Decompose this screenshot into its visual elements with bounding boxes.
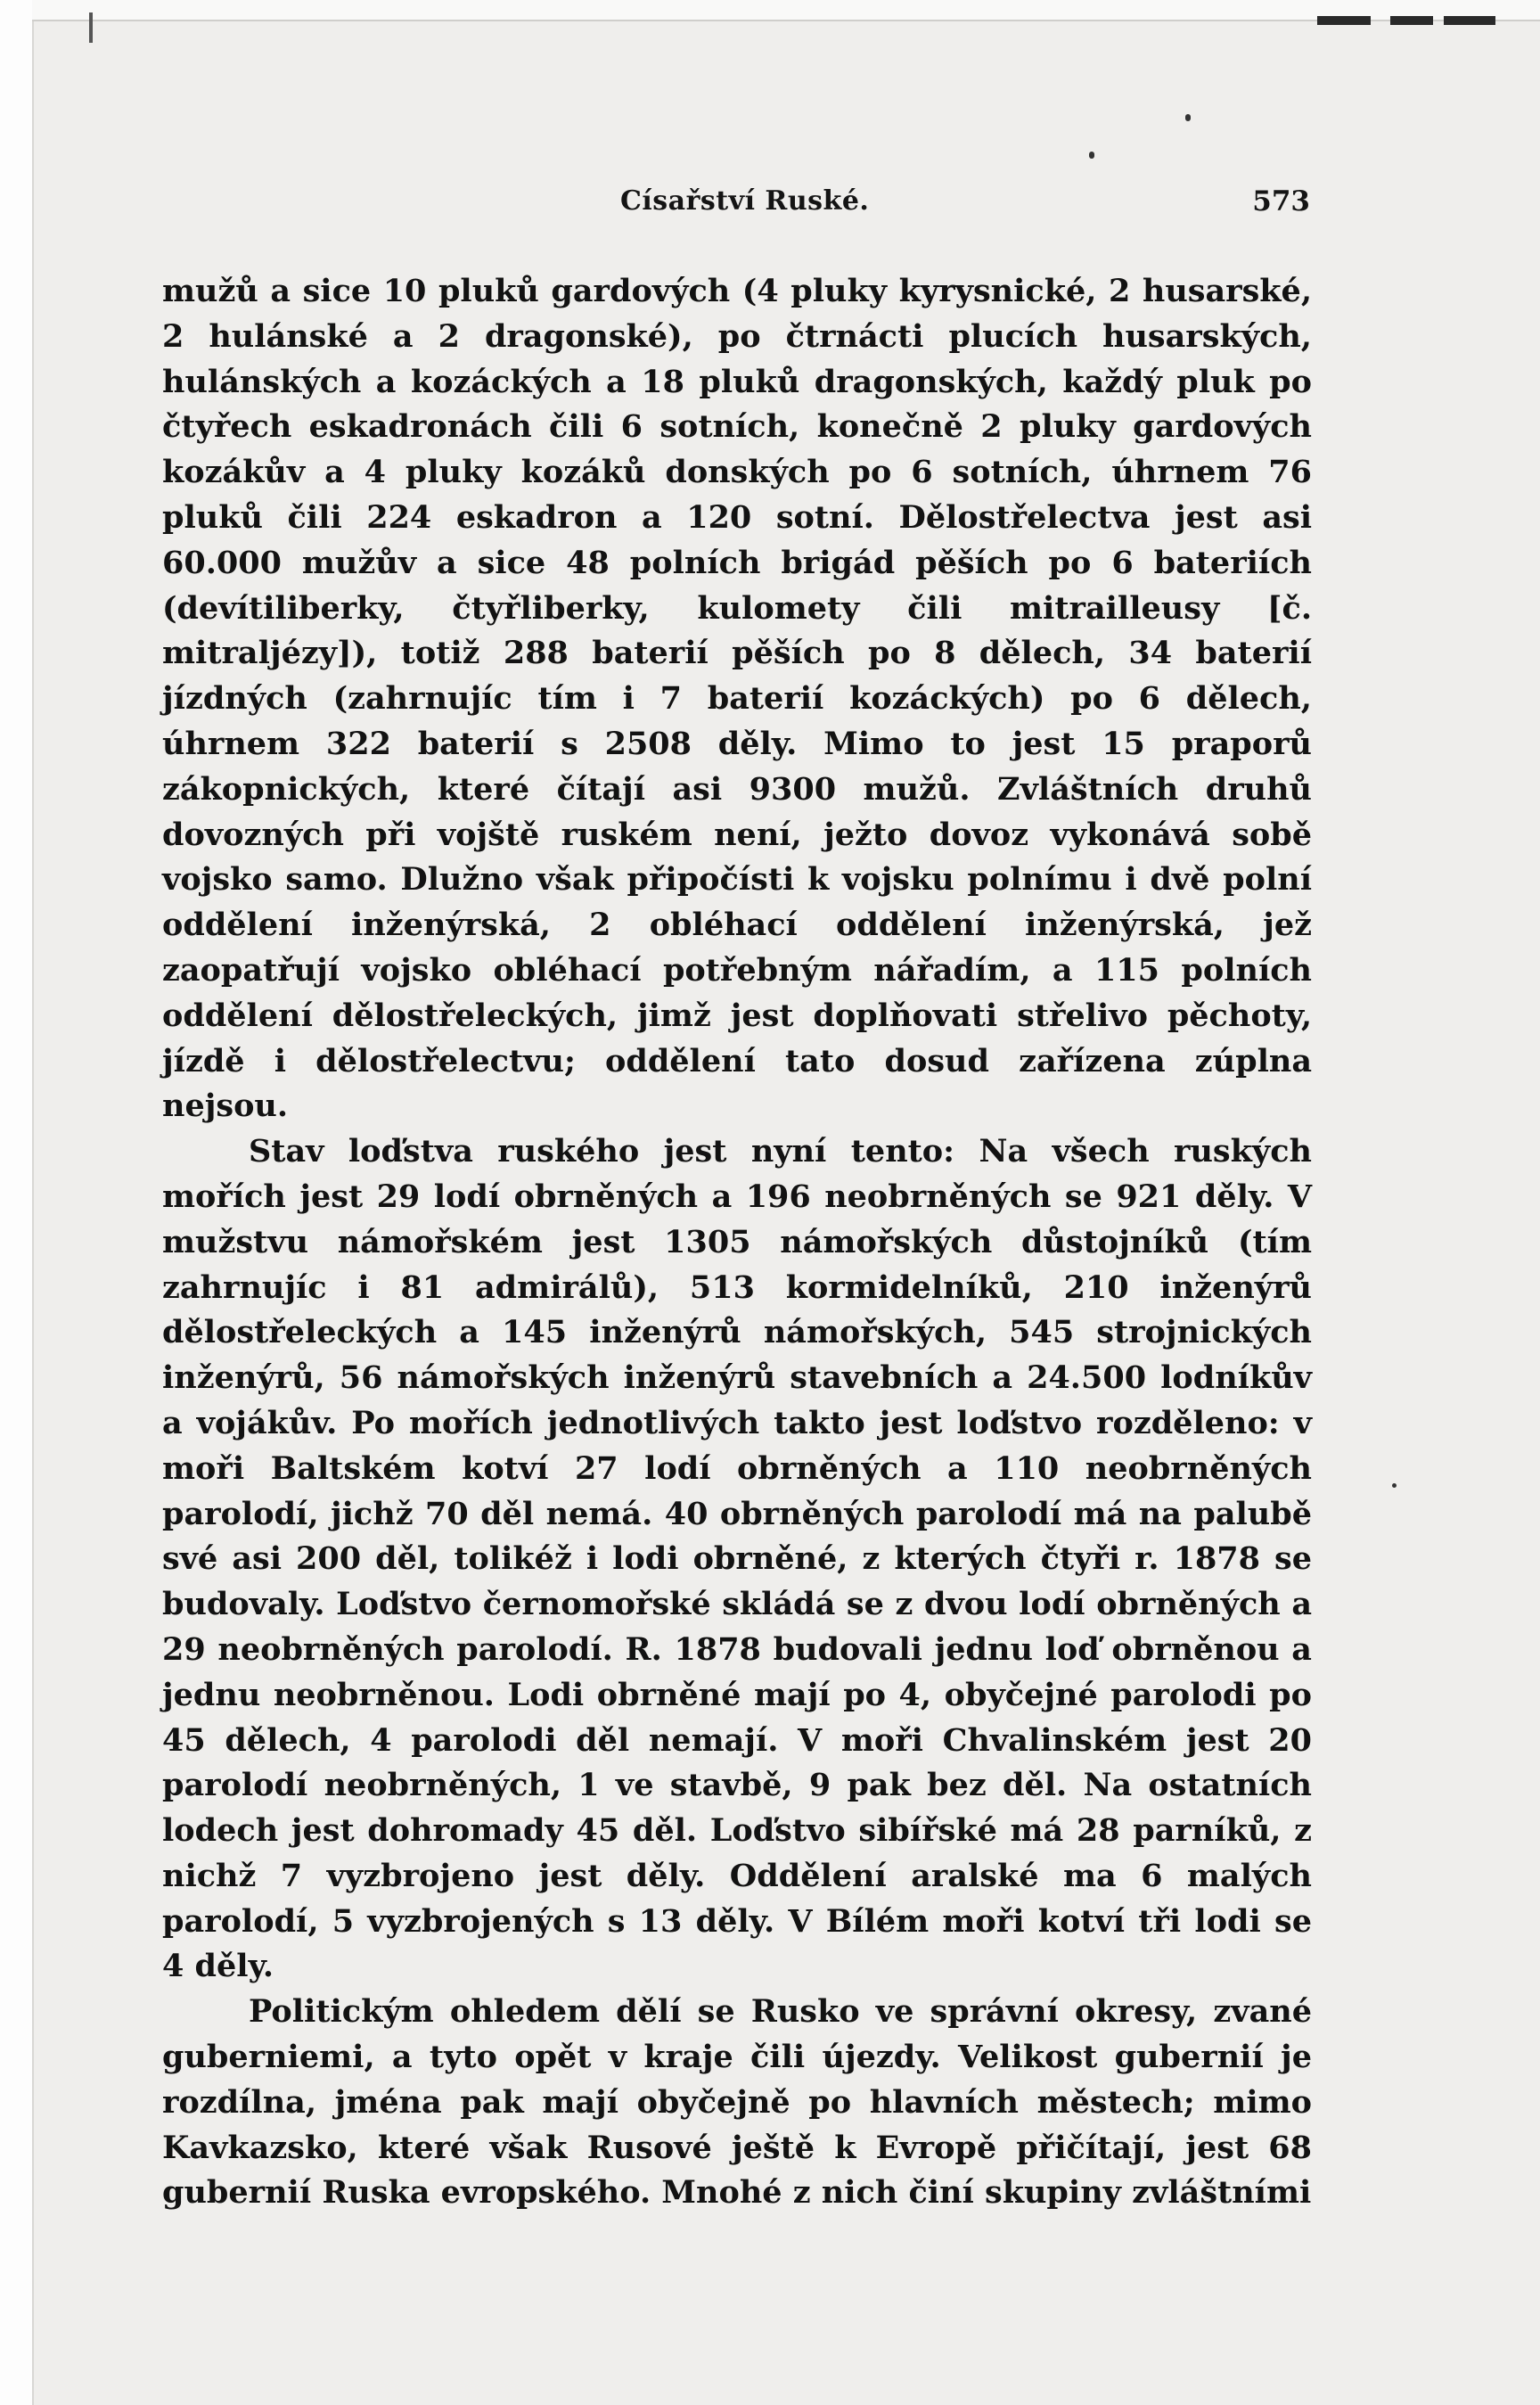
scan-speck [1185, 114, 1191, 121]
paragraph-3: Politickým ohledem dělí se Rusko ve správní okresy, zvané guberniemi, a tyto opět v kraje čili újezdy. Velikost gubernií je rozdílna, jména pak mají obyčejně po hlavních městech; mimo Kavkazsko, které však Rusové ještě k Evropě přičítají, jest 68 gubernií Ruska evropského. Mnohé z nich činí skupiny zvláštními [162, 1993, 1312, 2212]
scan-artifact-mark [1317, 16, 1371, 25]
page-left-edge [0, 0, 34, 2405]
paragraph-1: mužů a sice 10 pluků gardových (4 pluky kyrysnické, 2 husarské, 2 hulánské a 2 dragonské), po čtrnácti plucích husarských, hulánských a kozáckých a 18 pluků dragonských, každý pluk po čtyřech eskadronách čili 6 sotních, konečně 2 pluky gardových kozákův a 4 pluky kozáků donských po 6 sotních, úhrnem 76 pluků čili 224 eskadron a 120 sotní. Dělostřelectva jest asi 60.000 mužův a sice 48 polních brigád pěších po 6 bateriích (devítiliberky, čtyřliberky, kulomety čili mitrailleusy [č. mitraljézy]), totiž 288 baterií pěších po 8 dělech, 34 baterií jízdných (zahrnujíc tím i 7 baterií kozáckých) po 6 dělech, úhrnem 322 baterií s 2508 děly. Mimo to jest 15 praporů zákopnických, které čítají asi 9300 mužů. Zvláštních druhů dovozných při vojště ruském není, ježto dovoz vykonává sobě vojsko samo. Dlužno však připočísti k vojsku polnímu i dvě polní oddělení inženýrská, 2 obléhací oddělení inženýrská, jež zaopatřují vojsko obléhací potřebným nářadím, a 115 polních oddělení dělostřeleckých, jimž jest doplňovati střelivo pěchoty, jízdě i dělostřelectvu; oddělení tato dosud zařízena zúplna nejsou. [162, 273, 1312, 1125]
scan-artifact-mark [89, 12, 93, 43]
scan-speck [1089, 152, 1094, 159]
paragraph-2: Stav loďstva ruského jest nyní tento: Na všech ruských mořích jest 29 lodí obrněných a 196 neobrněných se 921 děly. V mužstvu námořském jest 1305 námořských důstojníků (tím zahrnujíc i 81 admirálů), 513 kormidelníků, 210 inženýrů dělostřeleckých a 145 inženýrů námořských, 545 strojnických inženýrů, 56 námořských inženýrů stavebních a 24.500 lodníkův a vojákův. Po mořích jednotlivých takto jest loďstvo rozděleno: v moři Baltském kotví 27 lodí obrněných a 110 neobrněných parolodí, jichž 70 děl nemá. 40 obrněných parolodí má na palubě své asi 200 děl, tolikéž i lodi obrněné, z kterých čtyři r. 1878 se budovaly. Loďstvo černomořské skládá se z dvou lodí obrněných a 29 neobrněných parolodí. R. 1878 budovali jednu loď obrněnou a jednu neobrněnou. Lodi obrněné mají po 4, obyčejné parolodi po 45 dělech, 4 parolodi děl nemají. V moři Chvalinském jest 20 parolodí neobrněných, 1 ve stavbě, 9 pak bez děl. Na ostatních lodech jest dohromady 45 děl. Loďstvo sibířské má 28 parníků, z nichž 7 vyzbrojeno jest děly. Oddělení aralské ma 6 malých parolodí, 5 vyzbrojených s 13 děly. V Bílém moři kotví tři lodi se 4 děly. [162, 1133, 1312, 1985]
page-top-edge [32, 0, 1540, 21]
page-header [157, 185, 1310, 230]
running-head: Císařství Ruské. [620, 185, 870, 217]
scan-speck [1392, 1483, 1397, 1488]
body-text [162, 269, 1312, 2216]
scan-artifact-mark [1390, 16, 1433, 25]
scan-artifact-mark [1444, 16, 1495, 25]
page-number: 573 [1252, 185, 1310, 218]
